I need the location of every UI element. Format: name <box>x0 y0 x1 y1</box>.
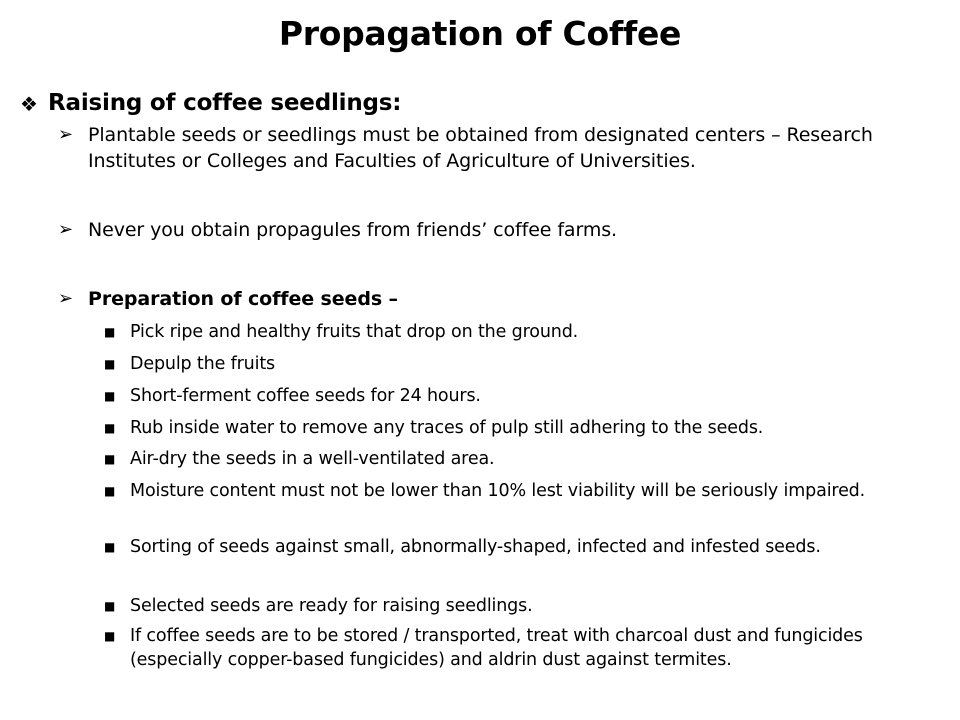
step-text: Pick ripe and healthy fruits that drop on the ground. <box>130 322 579 342</box>
step-text: If coffee seeds are to be stored / transported, treat with charcoal dust and fungicides (especially copper-based fungicides) and aldrin dust against termites. <box>130 626 863 670</box>
section-heading-row <box>20 86 940 122</box>
square-bullet-icon: ■ <box>104 421 116 435</box>
list-item <box>104 624 944 672</box>
list-item <box>104 447 944 472</box>
list-item <box>104 384 944 409</box>
list-item <box>104 594 944 619</box>
square-bullet-icon: ■ <box>104 325 116 339</box>
step-text: Selected seeds are ready for raising seedlings. <box>130 596 533 616</box>
square-bullet-icon: ■ <box>104 389 116 403</box>
point-text: Plantable seeds or seedlings must be obtained from designated centers – Research Institutes or Colleges and Faculties of Agriculture of Universities. <box>88 124 873 172</box>
step-text: Sorting of seeds against small, abnormally-shaped, infected and infested seeds. <box>130 537 821 557</box>
square-bullet-icon: ■ <box>104 357 116 371</box>
list-item <box>104 535 944 560</box>
arrow-bullet-icon: ➢ <box>58 124 74 145</box>
square-bullet-icon: ■ <box>104 599 116 613</box>
step-text: Air-dry the seeds in a well-ventilated area. <box>130 449 495 469</box>
list-item <box>104 320 944 345</box>
slide-title: Propagation of Coffee <box>278 14 682 53</box>
arrow-bullet-icon: ➢ <box>58 288 74 309</box>
list-item <box>104 352 944 377</box>
subsection-heading-row <box>58 286 940 312</box>
subsection-heading: Preparation of coffee seeds – <box>88 288 398 310</box>
point-text: Never you obtain propagules from friends’ coffee farms. <box>88 219 617 241</box>
list-item <box>104 479 944 504</box>
arrow-bullet-icon: ➢ <box>58 219 74 240</box>
square-bullet-icon: ■ <box>104 540 116 554</box>
step-text: Short-ferment coffee seeds for 24 hours. <box>130 386 481 406</box>
square-bullet-icon: ■ <box>104 484 116 498</box>
diamond-cluster-icon: ❖ <box>20 92 38 116</box>
section-heading: Raising of coffee seedlings: <box>48 90 402 116</box>
list-item <box>58 217 940 243</box>
step-text: Moisture content must not be lower than 10% lest viability will be seriously impaired. <box>130 481 866 501</box>
list-item <box>104 416 944 441</box>
step-text: Rub inside water to remove any traces of pulp still adhering to the seeds. <box>130 418 764 438</box>
step-text: Depulp the fruits <box>130 354 275 374</box>
square-bullet-icon: ■ <box>104 629 116 643</box>
square-bullet-icon: ■ <box>104 452 116 466</box>
list-item <box>58 122 940 174</box>
